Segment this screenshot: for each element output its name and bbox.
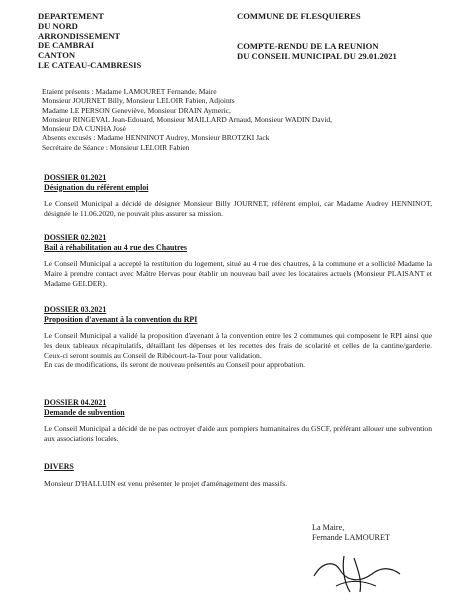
- dossier-text: Le Conseil Municipal a décidé de ne pas octroyer d'aide aux pompiers humanitaires du GSCF, préférant allouer une subvention aux associations locales.: [44, 424, 432, 443]
- dossier-04: [44, 398, 432, 444]
- dossier-subtitle: Désignation du référent emploi: [44, 182, 149, 192]
- header-line: ARRONDISSEMENT: [38, 30, 121, 41]
- header-line: LE CATEAU-CAMBRESIS: [38, 59, 142, 70]
- header-line: CANTON: [38, 50, 76, 61]
- dossier-title: DOSSIER 02.2021: [44, 233, 107, 242]
- attendance-line: Absents excusés : Madame HENNINOT Audrey, Monsieur BROTZKI Jack: [42, 133, 270, 143]
- attendance-block: [42, 87, 427, 152]
- signature-name: Fernande LAMOURET: [312, 533, 390, 543]
- report-title: COMPTE-RENDU DE LA REUNION: [237, 40, 379, 51]
- header-line: DE CAMBRAI: [38, 40, 95, 51]
- attendance-line: Madame LE PERSON Geneviève, Monsieur DRAIN Aymeric,: [42, 105, 231, 115]
- handwritten-signature-icon: [300, 546, 410, 596]
- dossier-title: DIVERS: [44, 462, 74, 471]
- dossier-02: [44, 233, 432, 288]
- dossier-title: DOSSIER 03.2021: [44, 305, 107, 314]
- report-date: DU CONSEIL MUNICIPAL DU 29.01.2021: [237, 50, 397, 61]
- attendance-line: Secrétaire de Séance : Monsieur LELOIR Fabien: [42, 142, 190, 152]
- dossier-text-extra: En cas de modifications, ils seront de nouveau présentés au Conseil pour approbation.: [44, 360, 306, 370]
- commune-name: COMMUNE DE FLESQUIERES: [237, 11, 361, 21]
- header-line: DU NORD: [38, 20, 78, 31]
- commune-header: [237, 12, 397, 61]
- dossier-subtitle: Proposition d'avenant à la convention du RPI: [44, 314, 198, 324]
- signature-role: La Maire,: [312, 523, 345, 532]
- dossier-text: Le Conseil Municipal a décidé de désigner Monsieur Billy JOURNET, référent emploi, car Madame Audrey HENNINOT, désignée le 11.06.2020, ne pouvait plus assurer sa mission.: [44, 199, 432, 218]
- dossier-text: Monsieur D'HALLUIN est venu présenter le projet d'aménagement des massifs.: [44, 478, 288, 488]
- dossier-title: DOSSIER 01.2021: [44, 173, 107, 182]
- divers-section: [44, 462, 432, 488]
- dossier-01: [44, 173, 432, 219]
- dossier-subtitle: Demande de subvention: [44, 407, 125, 417]
- dossier-subtitle: Bail à réhabilitation au 4 rue des Chautres: [44, 242, 187, 252]
- attendance-line: Monsieur JOURNET Billy, Monsieur LELOIR Fabien, Adjoints: [42, 96, 235, 106]
- attendance-line: Etaient présents : Madame LAMOURET Fernande, Maire: [42, 87, 217, 96]
- dossier-text: Le Conseil Municipal a validé la proposition d'avenant à la convention entre les 2 communes qui composent le RPI ainsi que les deux tableaux récapitulatifs, détaillant les dépenses et les recettes des frais de scolarité et celles de la cantine/garderie. Ceux-ci seront soumis au Conseil de Ribécourt-la-Tour pour validation.: [44, 331, 432, 360]
- signature-block: [312, 523, 390, 544]
- attendance-line: Monsieur DA CUNHA José: [42, 124, 126, 134]
- dossier-text: Le Conseil Municipal a accepté la restitution du logement, situé au 4 rue des chautres, à la commune et a sollicité Madame la Maire à prendre contact avec Maître Hervas pour établir un nouveau bail avec les locataires actuels (Monsieur PLAISANT et Madame GELDER).: [44, 259, 432, 288]
- attendance-line: Monsieur RINGEVAL Jean-Edouard, Monsieur MAILLARD Arnaud, Monsieur WADIN David,: [42, 114, 333, 124]
- header-line: DEPARTEMENT: [38, 11, 104, 21]
- dossier-title: DOSSIER 04.2021: [44, 398, 107, 407]
- dossier-03: [44, 305, 432, 370]
- department-header: [38, 12, 141, 71]
